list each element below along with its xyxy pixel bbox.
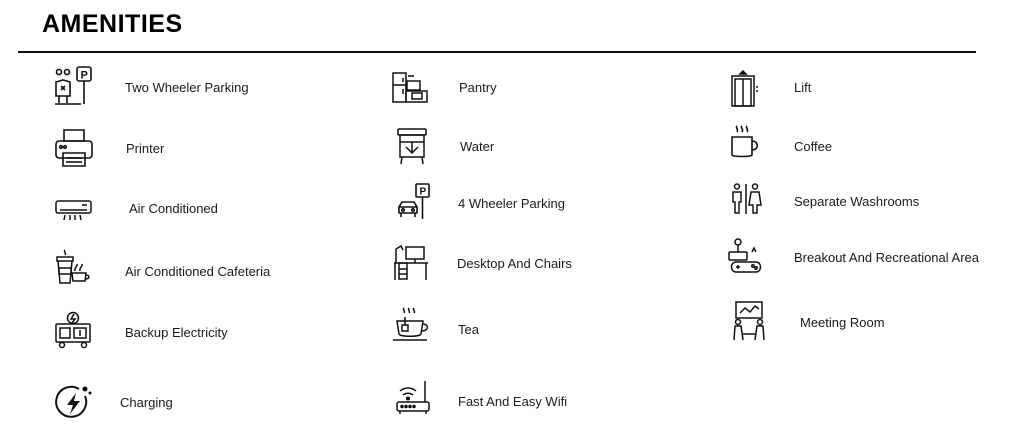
amenity-label: Desktop And Chairs [457,256,572,271]
amenity-label: Coffee [794,139,833,154]
amenity-label: Charging [120,395,173,410]
title-divider [18,51,976,53]
printer-icon [54,129,94,167]
cafeteria-icon [55,249,91,285]
charging-icon [55,384,93,422]
svg-text:P: P [419,186,427,198]
water-dispenser-icon [396,127,428,165]
amenity-label: Printer [126,141,165,156]
generator-icon [54,311,92,349]
washroom-icon [730,183,762,215]
amenity-label: Two Wheeler Parking [125,80,249,95]
elevator-icon [729,69,759,107]
amenity-label: Tea [458,322,479,337]
tea-cup-icon [392,307,430,343]
car-parking-icon [396,183,432,221]
amenity-label: 4 Wheeler Parking [458,196,565,211]
amenity-label: Separate Washrooms [794,194,920,209]
amenity-label: Fast And Easy Wifi [458,394,568,409]
svg-text:P: P [80,69,88,82]
page-title: AMENITIES [42,10,183,38]
wifi-router-icon [396,380,430,416]
amenity-label: Pantry [459,80,497,95]
amenity-label: Meeting Room [800,315,885,330]
pantry-icon [392,71,428,103]
amenity-label: Breakout And Recreational Area [794,250,980,265]
amenity-label: Air Conditioned [129,201,218,216]
amenity-label: Backup Electricity [125,325,228,340]
desk-icon [393,245,429,281]
air-conditioner-icon [55,199,93,221]
amenity-label: Water [460,139,495,154]
amenity-label: Air Conditioned Cafeteria [125,264,271,279]
amenity-label: Lift [794,80,812,95]
game-controller-icon [728,238,764,274]
meeting-room-icon [731,301,767,341]
coffee-mug-icon [729,125,761,161]
two-wheeler-parking-icon [53,66,95,106]
